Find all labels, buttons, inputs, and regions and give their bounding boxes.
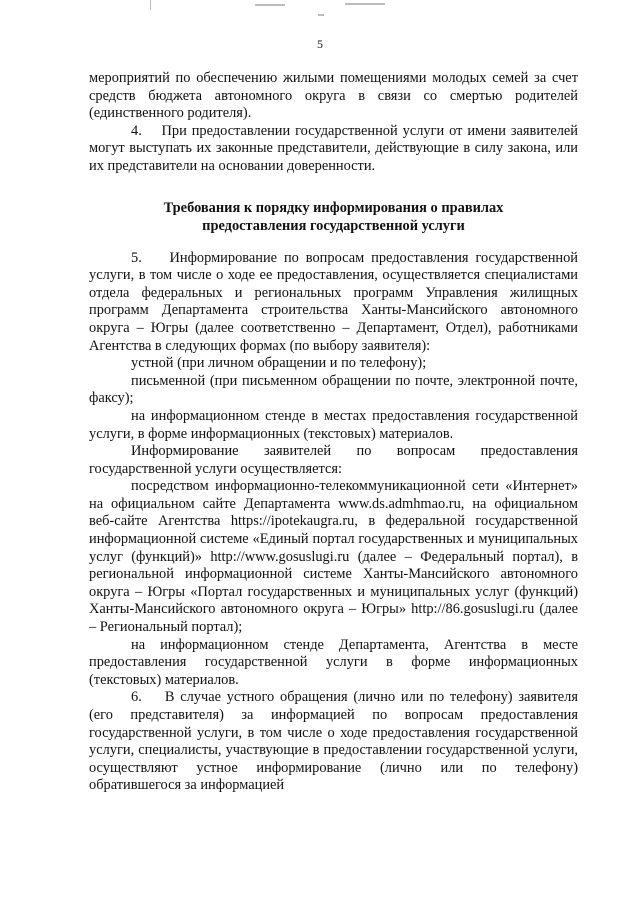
section-heading-line: предоставления государственной услуги <box>202 217 465 234</box>
page-number: 5 <box>317 37 323 51</box>
scan-artifact <box>150 0 151 10</box>
paragraph: Информирование заявителей по вопросам предоставления государственной услуги осуществляется: <box>89 443 578 477</box>
paragraph: 6. В случае устного обращения (лично или по телефону) заявителя (его представителя) за информацией по вопросам предоставления государственной услуги, в том числе о ходе предоставления государственной услуги, специалисты, участвующие в предоставлении государственной услуги, осуществляют устное информирование (лично или по телефону) обратившегося за информацией <box>89 689 578 794</box>
list-item: посредством информационно-телекоммуникационной сети «Интернет» на официальном сайте Департамента www.ds.admhmao.ru, на официальном веб-сайте Агентства https://ipotekaugra.ru, в федеральной государственной информационной системе «Единый портал государственных и муниципальных услуг (функций)» http://www.gosuslugi.ru (далее – Федеральный портал), в региональной информационной системе Ханты-Мансийского автономного округа – Югры «Портал государственных и муниципальных услуг (функций) Ханты-Мансийского автономного округа – Югры» http://86.gosuslugi.ru (далее – Региональный портал); <box>89 478 578 636</box>
paragraph: мероприятий по обеспечению жилыми помещениями молодых семей за счет средств бюджета автономного округа в связи со смертью родителей (единственного родителя). <box>89 70 578 122</box>
scan-artifact <box>255 4 285 6</box>
list-item: на информационном стенде Департамента, Агентства в месте предоставления государственной услуги в форме информационных (текстовых) материалов. <box>89 636 578 688</box>
section-heading-line: Требования к порядку информирования о правилах <box>163 199 504 216</box>
list-item: письменной (при письменном обращении по почте, электронной почте, факсу); <box>89 372 578 407</box>
document-body <box>89 70 578 795</box>
list-item: на информационном стенде в местах предоставления государственной услуги, в форме информационных (текстовых) материалов. <box>89 407 578 442</box>
scan-artifact <box>318 14 324 16</box>
list-item: устной (при личном обращении и по телефону); <box>131 355 427 372</box>
paragraph: 4. При предоставлении государственной услуги от имени заявителей могут выступать их законные представители, действующие в силу закона, или их представители на основании доверенности. <box>89 122 578 174</box>
section-heading <box>89 199 578 235</box>
scan-artifact <box>345 3 385 5</box>
paragraph: 5. Информирование по вопросам предоставления государственной услуги, в том числе о ходе ее предоставления, осуществляется специалистами отдела федеральных и региональных программ Управления жилищных программ Департамента строительства Ханты-Мансийского автономного округа – Югры (далее соответственно – Департамент, Отдел), работниками Агентства в следующих формах (по выбору заявителя): <box>89 249 578 354</box>
